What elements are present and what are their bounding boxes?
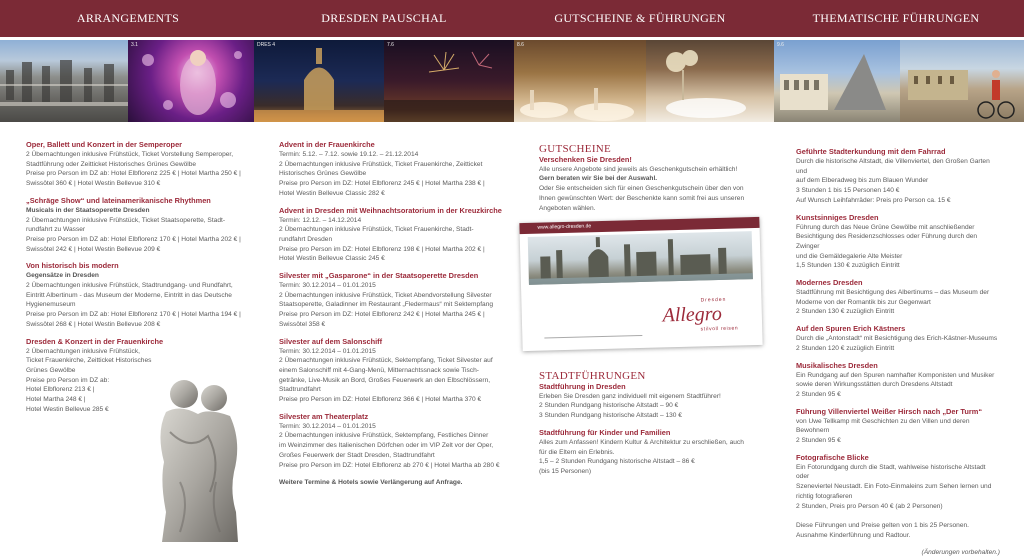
tour-title: Geführte Stadterkundung mit dem Fahrrad [796, 147, 946, 156]
tour-line: 1,5 – 2 Stunden Rundgang historische Altstadt – 86 € [539, 458, 695, 466]
offer-line: Stadtführung oder Zeitticket Historisches Grünes Gewölbe [26, 160, 197, 168]
gutscheine-line: Oder Sie entscheiden sich für einen Geschenkgutschein über den von [539, 185, 744, 193]
tour-line: Ein Rundgang auf den Spuren namhafter Komponisten und Musiker [796, 371, 995, 379]
offer-line: Hotel Westin Bellevue Classic 245 € [279, 255, 385, 263]
statue-illustration [150, 372, 250, 542]
tour-line: Durch die historische Altstadt, die Villenviertel, den Großen Garten und [796, 158, 990, 175]
column-gutscheine [539, 145, 775, 213]
offer-subtitle: Musicals in der Staatsoperette Dresden [26, 206, 150, 214]
offer-line: Hotel Westin Bellevue 285 € [26, 405, 109, 413]
header-bar [0, 0, 1024, 40]
gutscheine-line: Alle unsere Angebote sind jeweils als Geschenkgutschein erhältlich! [539, 165, 738, 173]
footer-line: Ausnahme Kinderführung und Radtour. [796, 531, 911, 539]
voucher-tagline: stilvoll reisen [700, 325, 739, 333]
offer-line: 2 Übernachtungen inklusive Frühstück, Stadtrundgang- und Rundfahrt, [26, 282, 233, 290]
gutscheine-line: Gern beraten wir Sie bei der Auswahl. [539, 175, 658, 183]
offer-line: Preise pro Person im DZ ab: Hotel Elbflorenz 225 € | Hotel Martha 250 € | [26, 170, 241, 178]
header-tab-gutscheine: GUTSCHEINE & FÜHRUNGEN [554, 11, 726, 25]
tour-line: und die Gemäldegalerie Alte Meister [796, 252, 903, 260]
section-stadtfuehrungen: STADTFÜHRUNGEN [539, 370, 646, 382]
voucher-skyline-image [528, 231, 753, 285]
offer-line: Termin: 5.12. – 7.12. sowie 19.12. – 21.12.2014 [279, 151, 419, 158]
tour-line: Moderne von der Romantik bis zur Gegenwart [796, 298, 931, 306]
tour-musikalisch [796, 361, 1000, 400]
footer-line: Diese Führungen und Preise gelten von 1 bis 25 Personen. [796, 522, 970, 530]
offer-line: Preise pro Person im DZ: Hotel Elbflorenz 245 € | Hotel Martha 238 € | [279, 180, 485, 188]
photo-frauenkirche-night: DRES 4 [254, 40, 384, 122]
header-tab-thematische: THEMATISCHE FÜHRUNGEN [812, 11, 980, 25]
tour-line: 2 Stunden, Preis pro Person 40 € (ab 2 Personen) [796, 502, 943, 510]
tour-line: Ein Fotorundgang durch die Stadt, wahlweise historische Altstadt oder [796, 463, 986, 481]
offer-line: Ticket Frauenkirche, Zeitticket Historisches [26, 357, 152, 365]
column-thematische [796, 147, 1000, 557]
tour-line: 3 Stunden Rundgang historische Altstadt – 130 € [539, 412, 682, 420]
gutscheine-line: Ihnen gewünschten Wert: der Beschenkte kann somit frei aus unseren [539, 194, 745, 202]
tour-villenviertel [796, 407, 1000, 446]
offer-title: Advent in Dresden mit Weihnachtsoratorium in der Kreuzkirche [279, 205, 502, 215]
offer-line: Grünes Gewölbe [26, 366, 76, 374]
offer-line: Preise pro Person im DZ: Hotel Elbflorenz ab 270 € | Hotel Martha ab 280 € [279, 461, 500, 469]
tour-line: Erleben Sie Dresden ganz individuell mit eigenem Stadtführer! [539, 392, 721, 400]
tour-modernes [796, 278, 1000, 317]
offer-line: Preise pro Person im DZ ab: [26, 376, 110, 384]
offer-advent-kreuzkirche [279, 206, 515, 265]
tour-line: 3 Stunden 1 bis 15 Personen 140 € [796, 187, 900, 195]
offer-title: Advent in der Frauenkirche [279, 140, 375, 149]
offer-line: Preise pro Person im DZ: Hotel Elbflorenz 366 € | Hotel Martha 370 € [279, 396, 482, 404]
tour-line: Auf Wunsch Leihfahrräder: Preis pro Person ca. 15 € [796, 196, 951, 204]
offer-line: Preise pro Person im DZ ab: Hotel Elbflorenz 170 € | Hotel Martha 194 € | [26, 311, 241, 319]
tour-kaestner [796, 324, 1000, 353]
offer-title: Dresden & Konzert in der Frauenkirche [26, 336, 164, 346]
offer-advent-frauenkirche [279, 140, 515, 199]
header-tab-dresden-pauschal: DRESDEN PAUSCHAL [321, 11, 447, 25]
tour-title: Stadtführung für Kinder und Familien [539, 427, 671, 437]
offer-line: Termin: 30.12.2014 – 01.01.2015 [279, 422, 376, 430]
column-stadtfuehrungen [539, 372, 775, 484]
offer-line: Hotel Westin Bellevue Classic 282 € [279, 189, 385, 197]
photo-show-performer: 3.1 [128, 40, 254, 122]
tour-line: 2 Stunden 95 € [796, 437, 841, 445]
voucher-signature-line [544, 335, 642, 339]
offer-line: 2 Übernachtungen inklusive Frühstück, [26, 347, 140, 355]
pauschal-footer: Weitere Termine & Hotels sowie Verlängerung auf Anfrage. [279, 479, 463, 487]
offer-line: Swissôtel 358 € [279, 320, 326, 328]
photo-dining-hall: 8.6 [514, 40, 646, 122]
offer-title: Oper, Ballett und Konzert in der Semperoper [26, 140, 183, 149]
offer-line: Eintritt Albertinum - das Museum der Moderne, Eintritt in das Deutsche [26, 291, 232, 299]
offer-line: im Weinzimmer des Italienischen Dörfchen oder im VIP Zelt vor der Oper, [279, 442, 494, 450]
offer-line: Staatsoperette, Galadinner im Restaurant „Fledermaus“ mit Sektempfang [279, 301, 494, 309]
tour-kunstsinnig [796, 213, 1000, 272]
gift-voucher-card [519, 217, 762, 351]
section-gutscheine: GUTSCHEINE [539, 143, 612, 155]
offer-title: Silvester auf dem Salonschiff [279, 336, 383, 346]
changes-reserved-note: (Änderungen vorbehalten.) [921, 548, 1000, 556]
offer-line: Termin: 30.12.2014 – 01.01.2015 [279, 282, 376, 290]
thematische-footer [796, 521, 1000, 540]
offer-silvester-salonschiff [279, 337, 515, 405]
offer-line: Preise pro Person im DZ: Hotel Elbflorenz 242 € | Hotel Martha 245 € | [279, 311, 485, 319]
column-pauschal [279, 140, 515, 488]
tour-line: Stadtführung mit Besichtigung des Albertinums – das Museum der [796, 289, 990, 297]
tour-line: von Uwe Tellkamp mit Geschichten zu den Villen und deren Bewohnern [796, 417, 970, 435]
tour-line: für die Eltern ein Erlebnis. [539, 448, 615, 456]
offer-line: Swissôtel 268 € | Hotel Westin Bellevue 208 € [26, 320, 161, 328]
offer-line: Großes Feuerwerk der Stadt Dresden, Stadtrundfahrt [279, 451, 435, 459]
photo-albertinum-modern: 9.6 [774, 40, 900, 122]
tour-line: 1,5 Stunden 130 € zuzüglich Eintritt [796, 262, 900, 270]
tour-title: Stadtführung in Dresden [539, 381, 626, 391]
tour-line: Szeneviertel Neustadt. Ein Foto-Einmaleins zum Sehen lernen und [796, 483, 992, 491]
gutscheine-title: Verschenken Sie Dresden! [539, 154, 632, 164]
offer-line: rundfahrt Dresden [279, 235, 333, 243]
voucher-brand-top: Dresden [700, 296, 727, 304]
offer-line: 2 Übernachtungen inklusive Frühstück, Sektempfang, Ticket Silvester auf [279, 357, 493, 365]
tour-line: Alles zum Anfassen! Kindern Kultur & Architektur zu erschließen, auch [539, 438, 744, 446]
tour-title: Führung Villenviertel Weißer Hirsch nach „Der Turm“ [796, 406, 983, 416]
tour-line: (bis 15 Personen) [539, 467, 592, 475]
tour-title: Kunstsinniges Dresden [796, 212, 879, 222]
offer-title: Silvester mit „Gasparone“ in der Staatsoperette Dresden [279, 271, 479, 281]
offer-subtitle: Gegensätze in Dresden [26, 272, 99, 280]
tour-line: 2 Stunden 120 € zuzüglich Eintritt [796, 344, 895, 352]
tour-line: Durch die „Antonstadt“ mit Besichtigung des Erich-Kästner-Museums [796, 335, 998, 343]
offer-semperoper [26, 140, 262, 189]
offer-line: Hotel Martha 248 € | [26, 396, 86, 404]
header-tab-arrangements: ARRANGEMENTS [76, 11, 180, 25]
tour-line: 2 Stunden 130 € zuzüglich Eintritt [796, 308, 895, 316]
tour-kinder-familien [539, 428, 775, 477]
offer-title: Silvester am Theaterplatz [279, 411, 369, 421]
offer-line: 2 Übernachtungen inklusive Frühstück, Ticket Frauenkirche, Zeitticket [279, 160, 483, 168]
offer-line: Hygienemuseum [26, 301, 76, 309]
offer-line: Preise pro Person im DZ ab: Hotel Elbflorenz 170 € | Hotel Martha 202 € | [26, 235, 241, 243]
tour-fahrrad [796, 147, 1000, 206]
voucher-brand-logo: Allegro [662, 302, 723, 327]
offer-title: „Schräge Show“ und lateinamerikanische Rhythmen [26, 195, 211, 205]
tour-line: 2 Stunden 95 € [796, 390, 841, 398]
offer-line: Swissôtel 360 € | Hotel Westin Bellevue 310 € [26, 180, 161, 188]
offer-line: getränke, Live-Musik an Bord, Großes Feuerwerk an den Elbschlössern, [279, 376, 491, 384]
offer-line: Swissôtel 242 € | Hotel Westin Bellevue 209 € [26, 245, 161, 253]
tour-line: auf dem Elberadweg bis zum Blauen Wunder [796, 177, 929, 185]
tour-line: 2 Stunden Rundgang historische Altstadt – 90 € [539, 402, 679, 410]
tour-title: Musikalisches Dresden [796, 360, 878, 370]
tour-line: sowie deren Wirkungsstätten durch Dresdens Altstadt [796, 381, 953, 389]
offer-line: Historisches Grünes Gewölbe [279, 170, 367, 178]
offer-line: 2 Übernachtungen inklusive Frühstück, Ticket Staatsoperette, Stadt- [26, 216, 226, 224]
gutscheine-line: Angeboten wählen. [539, 204, 596, 212]
offer-historisch-modern [26, 261, 262, 329]
tour-title: Fotografische Blicke [796, 452, 869, 462]
tour-fotografisch [796, 453, 1000, 512]
offer-line: 2 Übernachtungen inklusive Frühstück, Sektempfang, Festliches Dinner [279, 432, 489, 440]
offer-silvester-gasparone [279, 271, 515, 330]
voucher-url: www.allegro-dresden.de [519, 217, 759, 234]
offer-silvester-theaterplatz [279, 412, 515, 471]
photo-semperoper-facade [0, 40, 128, 122]
offer-line: 2 Übernachtungen inklusive Frühstück, Ticket Abendvorstellung Silvester [279, 291, 492, 299]
tour-title: Modernes Dresden [796, 278, 863, 288]
tour-line: Führung durch das Neue Grüne Gewölbe mit anschließender [796, 223, 975, 231]
photo-strip [0, 40, 1024, 122]
offer-title: Von historisch bis modern [26, 261, 119, 271]
offer-line: Termin: 30.12.2014 – 01.01.2015 [279, 347, 376, 355]
tour-line: Besichtigung des Residenzschlosses oder Führung durch den Zwinger [796, 233, 978, 250]
tour-stadtfuehrung [539, 382, 775, 421]
tour-title: Auf den Spuren Erich Kästners [796, 324, 906, 334]
offer-line: 2 Übernachtungen inklusive Frühstück, Ticket Vorstellung Semperoper, [26, 151, 234, 158]
offer-line: Stadtrundfahrt [279, 386, 321, 394]
offer-line: Hotel Elbflorenz 213 € | [26, 386, 95, 394]
offer-line: rundfahrt zu Wasser [26, 226, 86, 234]
offer-line: einem Salonschiff mit 4-Gang-Menü, Mitternachtssnack sowie Tisch- [279, 366, 479, 374]
tour-line: richtig fotografieren [796, 492, 853, 500]
offer-line: Preise pro Person im DZ: Hotel Elbflorenz 198 € | Hotel Martha 202 € | [279, 245, 485, 253]
photo-dinner-table [646, 40, 774, 122]
offer-line: 2 Übernachtungen inklusive Frühstück, Ticket Frauenkirche, Stadt- [279, 226, 474, 234]
photo-cyclists [900, 40, 1024, 122]
offer-schraege-show [26, 196, 262, 255]
photo-fireworks: 7.6 [384, 40, 514, 122]
offer-line: Termin: 12.12. – 14.12.2014 [279, 216, 362, 224]
